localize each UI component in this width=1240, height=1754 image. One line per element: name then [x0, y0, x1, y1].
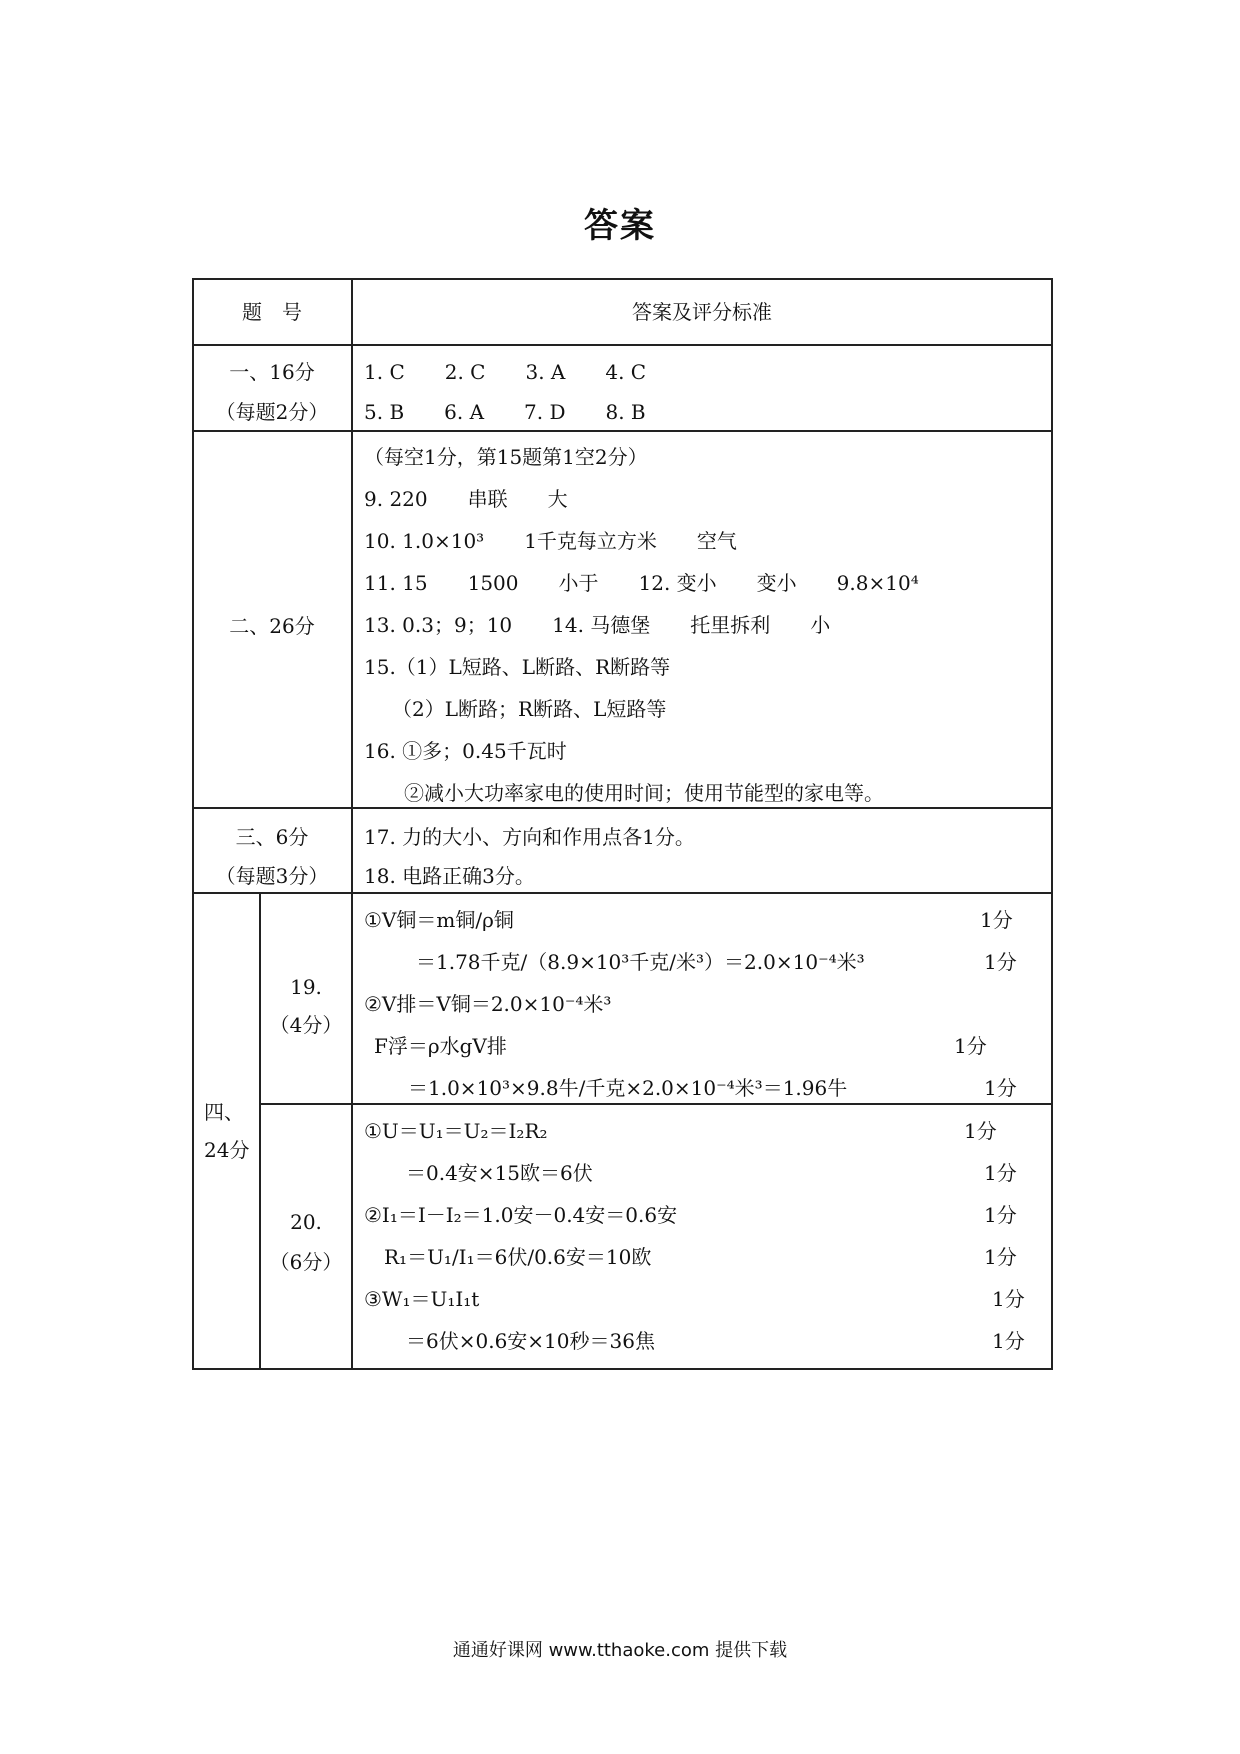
q19-line: F浮＝ρ水gV排	[374, 1034, 507, 1058]
q20-note: （6分）	[269, 1250, 343, 1274]
q20-label: 20.	[290, 1210, 322, 1234]
q20-line: ①U＝U₁＝U₂＝I₂R₂	[364, 1119, 548, 1143]
row-divider	[260, 1103, 1053, 1105]
section1-note: （每题2分）	[215, 400, 329, 424]
section2-line: 11. 15 1500 小于 12. 变小 变小 9.8×10⁴	[364, 571, 919, 595]
q20-score: 1分	[992, 1287, 1025, 1311]
q19-score: 1分	[984, 950, 1017, 974]
column-divider	[259, 892, 261, 1370]
answer-table	[192, 278, 1053, 1370]
footer-download-note: 通通好课网 www.tthaoke.com 提供下载	[452, 1640, 788, 1661]
q19-score: 1分	[984, 1076, 1017, 1100]
q19-score: 1分	[980, 908, 1013, 932]
header-answer-criteria: 答案及评分标准	[632, 300, 772, 324]
section2-line: 9. 220 串联 大	[364, 487, 568, 511]
row-divider	[192, 892, 1053, 894]
section1-line: 1. C 2. C 3. A 4. C	[364, 360, 647, 384]
section2-line: 16. ①多；0.45千瓦时	[364, 739, 567, 763]
row-divider	[192, 430, 1053, 432]
header-question-number: 题 号	[242, 300, 302, 324]
q20-line: ＝0.4安×15欧＝6伏	[406, 1161, 593, 1185]
q20-line: ②I₁＝I－I₂＝1.0安－0.4安＝0.6安	[364, 1203, 678, 1227]
section3-line: 17. 力的大小、方向和作用点各1分。	[364, 825, 695, 849]
q19-note: （4分）	[269, 1013, 343, 1037]
q20-score: 1分	[984, 1245, 1017, 1269]
q19-line: ＝1.78千克/（8.9×10³千克/米³）＝2.0×10⁻⁴米³	[416, 950, 865, 974]
page-title: 答案	[584, 206, 656, 246]
row-divider	[192, 807, 1053, 809]
q20-line: R₁＝U₁/I₁＝6伏/0.6安＝10欧	[384, 1245, 652, 1269]
row-divider	[192, 344, 1053, 346]
column-divider	[351, 278, 353, 1370]
section4-points: 24分	[204, 1138, 250, 1162]
q19-line: ＝1.0×10³×9.8牛/千克×2.0×10⁻⁴米³＝1.96牛	[408, 1076, 848, 1100]
section1-line: 5. B 6. A 7. D 8. B	[364, 400, 646, 424]
q20-score: 1分	[984, 1161, 1017, 1185]
table-border-right	[1051, 278, 1053, 1370]
section3-line: 18. 电路正确3分。	[364, 864, 535, 888]
section3-note: （每题3分）	[215, 864, 329, 888]
section2-line: （每空1分，第15题第1空2分）	[364, 445, 648, 469]
q20-line: ③W₁＝U₁I₁t	[364, 1287, 480, 1311]
section2-line: 15.（1）L短路、L断路、R断路等	[364, 655, 671, 679]
q20-line: ＝6伏×0.6安×10秒＝36焦	[406, 1329, 655, 1353]
table-border-left	[192, 278, 194, 1370]
section2-label: 二、26分	[229, 614, 315, 638]
section2-line: 10. 1.0×10³ 1千克每立方米 空气	[364, 529, 737, 553]
section2-line: ②减小大功率家电的使用时间；使用节能型的家电等。	[404, 781, 884, 805]
q19-line: ①V铜＝m铜/ρ铜	[364, 908, 514, 932]
q20-score: 1分	[964, 1119, 997, 1143]
q20-score: 1分	[992, 1329, 1025, 1353]
section3-label: 三、6分	[235, 825, 309, 849]
q19-label: 19.	[290, 975, 322, 999]
q19-score: 1分	[954, 1034, 987, 1058]
q20-score: 1分	[984, 1203, 1017, 1227]
table-border-bottom	[192, 1368, 1053, 1370]
q19-line: ②V排＝V铜＝2.0×10⁻⁴米³	[364, 992, 612, 1016]
section2-line: 13. 0.3；9；10 14. 马德堡 托里拆利 小	[364, 613, 831, 637]
table-border-top	[192, 278, 1053, 280]
section4-label: 四、	[204, 1100, 244, 1124]
section2-line: （2）L断路；R断路、L短路等	[392, 697, 667, 721]
section1-label: 一、16分	[229, 360, 315, 384]
